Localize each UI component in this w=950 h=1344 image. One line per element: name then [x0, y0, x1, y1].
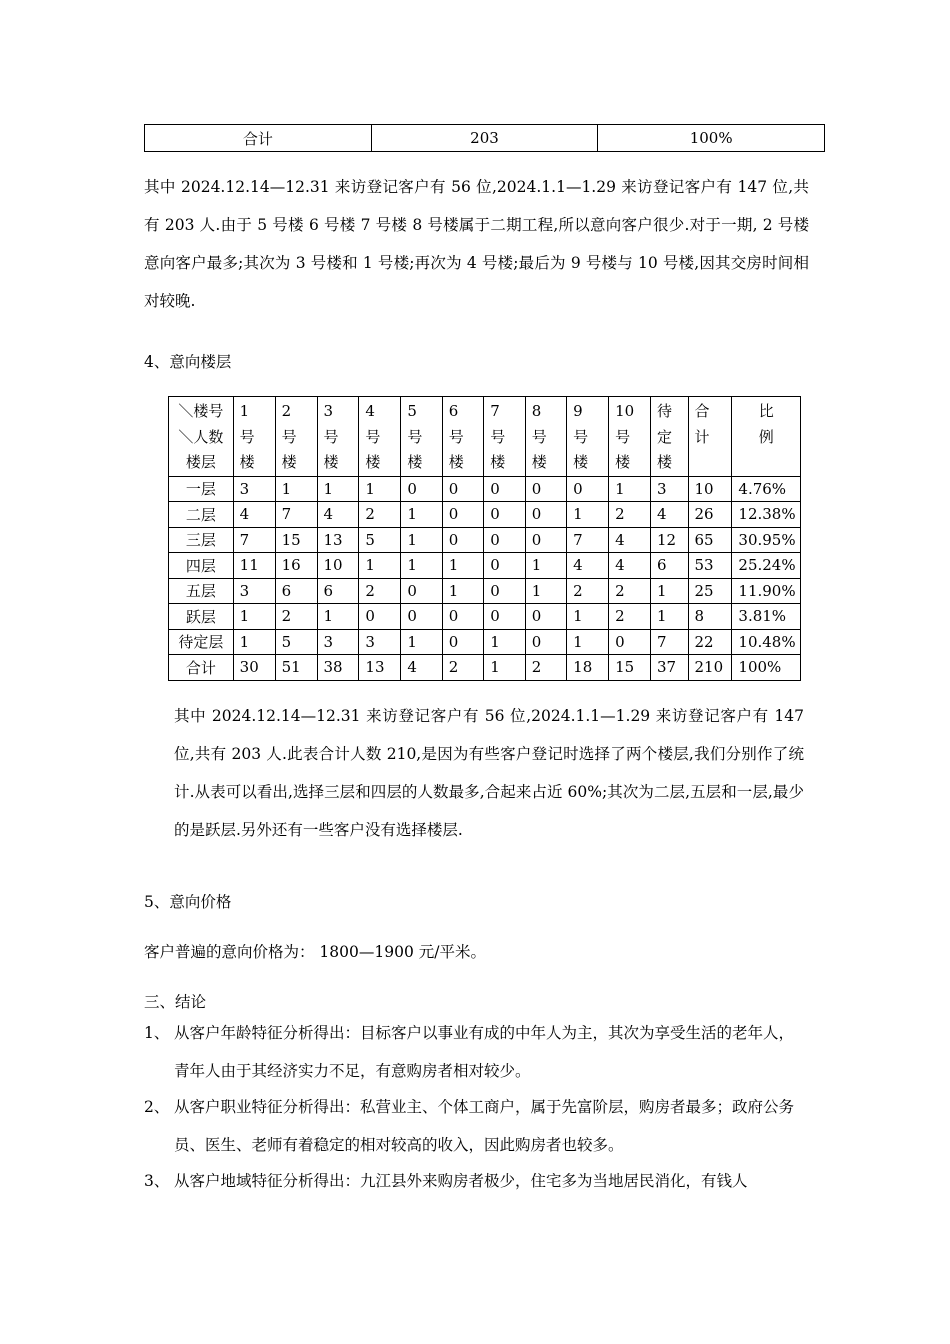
table-cell: 65 [688, 527, 732, 553]
header-cell-line: 楼 [531, 453, 547, 471]
table-cell: 1 [401, 527, 442, 553]
floor-table [168, 396, 801, 681]
summary-row [145, 125, 825, 152]
header-cell-line: 楼 [657, 453, 673, 471]
header-cell-line: 4 [365, 402, 375, 420]
table-row [169, 655, 801, 681]
table-cell: 0 [442, 502, 483, 528]
header-cell [609, 397, 651, 477]
table-cell: 1 [317, 476, 359, 502]
table-cell: 0 [484, 502, 525, 528]
table-cell: 10.48% [732, 629, 801, 655]
header-cell [401, 397, 442, 477]
table-cell: 6 [275, 578, 317, 604]
table-cell: 1 [567, 502, 609, 528]
table-cell: 2 [609, 502, 651, 528]
header-cell-line: 楼 [615, 453, 631, 471]
conclusion-number: 2、 [144, 1098, 170, 1116]
table-cell: 0 [484, 604, 525, 630]
price-line: 客户普遍的意向价格为： 1800—1900 元/平米。 [144, 943, 486, 961]
table-cell: 4 [567, 553, 609, 579]
header-cell-line: 楼 [281, 453, 297, 471]
table-row [169, 604, 801, 630]
table-cell: 15 [275, 527, 317, 553]
summary-table [144, 124, 825, 152]
table-cell: 1 [275, 476, 317, 502]
conclusion-item-2 [144, 1088, 809, 1164]
row-label: 二层 [169, 502, 234, 528]
table-cell: 1 [401, 553, 442, 579]
row-label: 四层 [169, 553, 234, 579]
table-row [169, 578, 801, 604]
header-cell-line: 楼 [365, 453, 381, 471]
table-cell: 0 [525, 527, 566, 553]
table-cell: 10 [317, 553, 359, 579]
header-cell-line: 楼 [448, 453, 464, 471]
table-cell: 8 [688, 604, 732, 630]
header-cell-line: 号 [323, 427, 339, 446]
table-cell: 51 [275, 655, 317, 681]
summary-pct: 100% [598, 125, 825, 152]
conclusion-text: 从客户地域特征分析得出：九江县外来购房者极少，住宅多为当地居民消化，有钱人 [174, 1172, 748, 1190]
conclusion-text: 从客户年龄特征分析得出：目标客户以事业有成的中年人为主，其次为享受生活的老年人，青年人由于其经济实力不足，有意购房者相对较少。 [174, 1024, 795, 1080]
table-cell: 0 [401, 604, 442, 630]
header-cell-line: 号 [531, 427, 547, 446]
table-cell: 4 [317, 502, 359, 528]
table-cell: 0 [442, 604, 483, 630]
header-cell-line: 楼 [490, 453, 506, 471]
header-cell [567, 397, 609, 477]
table-cell: 10 [688, 476, 732, 502]
header-cell-line: 例 [758, 427, 774, 446]
table-cell: 12 [651, 527, 689, 553]
table-cell: 0 [359, 604, 401, 630]
table-cell: 2 [275, 604, 317, 630]
table-cell: 4 [651, 502, 689, 528]
row-label: 一层 [169, 476, 234, 502]
header-cell-line: 楼 [407, 453, 423, 471]
table-cell: 2 [609, 604, 651, 630]
table-cell: 3 [233, 476, 275, 502]
header-cell-line: 合 [694, 402, 710, 420]
header-cell-line: 号 [281, 427, 297, 446]
table-cell: 6 [651, 553, 689, 579]
table-cell: 2 [609, 578, 651, 604]
header-cell-line: 待 [657, 402, 673, 420]
section-5-title: 5、意向价格 [144, 893, 232, 911]
table-cell: 6 [317, 578, 359, 604]
conclusion-number: 1、 [144, 1024, 170, 1042]
header-cell-line: 8 [531, 402, 542, 420]
table-cell: 1 [317, 604, 359, 630]
table-cell: 1 [484, 655, 525, 681]
table-cell: 13 [359, 655, 401, 681]
table-cell: 13 [317, 527, 359, 553]
floor-table-header-row [169, 397, 801, 477]
header-corner-cell [169, 397, 234, 477]
table-row [169, 629, 801, 655]
header-cell-line: 2 [281, 402, 292, 420]
table-cell: 0 [484, 578, 525, 604]
table-cell: 4 [401, 655, 442, 681]
header-cell-line: 号 [573, 427, 589, 446]
table-cell: 1 [359, 476, 401, 502]
row-label: 待定层 [169, 629, 234, 655]
table-cell: 1 [442, 553, 483, 579]
table-cell: 1 [651, 604, 689, 630]
table-cell: 0 [442, 629, 483, 655]
table-row [169, 527, 801, 553]
table-cell: 18 [567, 655, 609, 681]
header-cell-line: 号 [239, 427, 255, 446]
header-cell-line: 比 [758, 402, 774, 420]
table-cell: 15 [609, 655, 651, 681]
table-cell: 22 [688, 629, 732, 655]
table-cell: 5 [359, 527, 401, 553]
table-cell: 1 [651, 578, 689, 604]
header-cell-line: 1 [239, 402, 250, 420]
header-cell [275, 397, 317, 477]
table-cell: 0 [525, 604, 566, 630]
table-cell: 3 [317, 629, 359, 655]
table-row [169, 476, 801, 502]
table-cell: 1 [484, 629, 525, 655]
table-cell: 1 [525, 553, 566, 579]
table-cell: 210 [688, 655, 732, 681]
table-cell: 12.38% [732, 502, 801, 528]
table-cell: 1 [359, 553, 401, 579]
header-cell-line: 6 [448, 402, 459, 420]
table-row [169, 553, 801, 579]
header-cell [732, 397, 801, 477]
table-cell: 1 [401, 502, 442, 528]
table-cell: 0 [484, 476, 525, 502]
table-cell: 11.90% [732, 578, 801, 604]
header-cell-line: 楼 [239, 453, 255, 471]
table-cell: 25.24% [732, 553, 801, 579]
header-cell [651, 397, 689, 477]
table-cell: 4 [609, 527, 651, 553]
table-cell: 1 [233, 629, 275, 655]
table-cell: 4.76% [732, 476, 801, 502]
header-cell [317, 397, 359, 477]
summary-label: 合计 [145, 125, 372, 152]
row-label: 五层 [169, 578, 234, 604]
table-cell: 2 [525, 655, 566, 681]
header-cell-line: 号 [615, 427, 631, 446]
header-cell [484, 397, 525, 477]
conclusion-number: 3、 [144, 1172, 170, 1190]
conclusion-item-1 [144, 1014, 809, 1090]
header-cell-line: 9 [573, 402, 583, 420]
table-cell: 1 [609, 476, 651, 502]
header-cell-line: 号 [407, 427, 423, 446]
header-cell [359, 397, 401, 477]
table-cell: 1 [567, 629, 609, 655]
header-cell [525, 397, 566, 477]
header-cell-line: 号 [365, 427, 381, 446]
header-cell [688, 397, 732, 477]
table-cell: 30 [233, 655, 275, 681]
header-cell-line: 5 [407, 402, 417, 420]
conclusion-text: 从客户职业特征分析得出：私营业主、个体工商户，属于先富阶层，购房者最多；政府公务员、医生、老师有着稳定的相对较高的收入，因此购房者也较多。 [174, 1098, 795, 1154]
table-cell: 1 [567, 604, 609, 630]
table-cell: 0 [401, 476, 442, 502]
header-cell-line: 楼 [323, 453, 339, 471]
table-cell: 7 [233, 527, 275, 553]
table-cell: 7 [651, 629, 689, 655]
header-cell-line: 计 [694, 427, 710, 446]
table-cell: 5 [275, 629, 317, 655]
table-cell: 100% [732, 655, 801, 681]
table-cell: 0 [401, 578, 442, 604]
summary-count: 203 [371, 125, 598, 152]
table-cell: 25 [688, 578, 732, 604]
table-cell: 0 [525, 502, 566, 528]
paragraph-floor-analysis: 其中 2024.12.14—12.31 来访登记客户有 56 位,2024.1.1—1.29 来访登记客户有 147 位,共有 203 人.此表合计人数 210,是因为有些客户登记时选择了两个楼层,我们分别作了统计.从表可以看出,选择三层和四层的人数最多,合起来占近 60%;其次为二层,五层和一层,最少的是跃层.另外还有一些客户没有选择楼层. [174, 707, 804, 839]
table-cell: 3.81% [732, 604, 801, 630]
table-cell: 4 [609, 553, 651, 579]
row-label: 三层 [169, 527, 234, 553]
header-cell [442, 397, 483, 477]
table-cell: 1 [401, 629, 442, 655]
table-cell: 16 [275, 553, 317, 579]
table-cell: 0 [525, 476, 566, 502]
table-cell: 0 [442, 527, 483, 553]
header-cell-line: 号 [448, 427, 464, 446]
table-cell: 2 [567, 578, 609, 604]
table-cell: 0 [484, 553, 525, 579]
header-cell-line: 楼 [573, 453, 589, 471]
table-cell: 0 [525, 629, 566, 655]
table-cell: 0 [442, 476, 483, 502]
header-cell-line: 7 [490, 402, 500, 420]
header-cell-line: 定 [657, 427, 673, 446]
table-cell: 2 [359, 502, 401, 528]
table-cell: 7 [567, 527, 609, 553]
table-cell: 0 [567, 476, 609, 502]
header-cell-line: 10 [615, 402, 635, 420]
table-cell: 37 [651, 655, 689, 681]
table-cell: 2 [442, 655, 483, 681]
table-cell: 3 [233, 578, 275, 604]
section-conclusion-title: 三、结论 [144, 993, 207, 1011]
table-cell: 4 [233, 502, 275, 528]
conclusion-item-3 [144, 1162, 809, 1200]
table-cell: 7 [275, 502, 317, 528]
table-cell: 0 [609, 629, 651, 655]
header-cell-line: 3 [323, 402, 334, 420]
header-cell-line: 号 [490, 427, 506, 446]
header-corner-line: ＼楼号 [178, 402, 224, 420]
table-cell: 30.95% [732, 527, 801, 553]
table-cell: 53 [688, 553, 732, 579]
table-cell: 38 [317, 655, 359, 681]
table-cell: 1 [233, 604, 275, 630]
paragraph-building-analysis: 其中 2024.12.14—12.31 来访登记客户有 56 位,2024.1.1—1.29 来访登记客户有 147 位,共有 203 人.由于 5 号楼 6 号楼 7 号楼 8 号楼属于二期工程,所以意向客户很少.对于一期, 2 号楼意向客户最多;其次为 3 号楼和 1 号楼;再次为 4 号楼;最后为 9 号楼与 10 号楼,因其交房时间相对较晚. [144, 178, 809, 310]
table-cell: 26 [688, 502, 732, 528]
table-row [169, 502, 801, 528]
header-cell [233, 397, 275, 477]
table-cell: 1 [525, 578, 566, 604]
table-cell: 0 [484, 527, 525, 553]
table-cell: 3 [359, 629, 401, 655]
header-corner-line: 楼层 [185, 453, 216, 471]
row-label: 合计 [169, 655, 234, 681]
table-cell: 11 [233, 553, 275, 579]
table-cell: 1 [442, 578, 483, 604]
section-4-title: 4、意向楼层 [144, 353, 232, 371]
header-corner-line: ＼人数 [178, 427, 224, 446]
row-label: 跃层 [169, 604, 234, 630]
table-cell: 2 [359, 578, 401, 604]
table-cell: 3 [651, 476, 689, 502]
